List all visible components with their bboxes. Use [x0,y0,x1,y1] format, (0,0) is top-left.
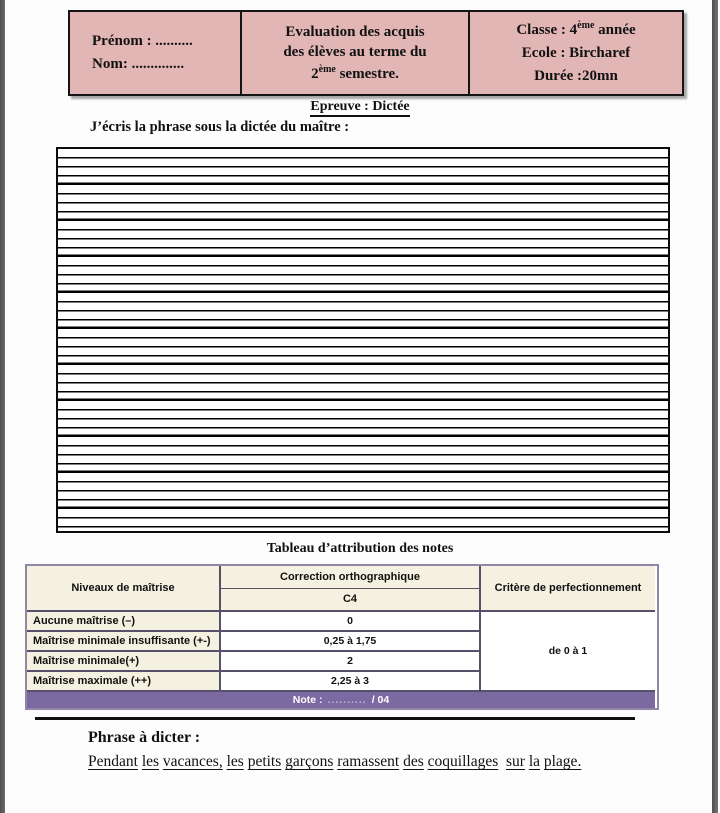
class-info-cell [470,12,682,94]
dictation-phrase-heading: Phrase à dicter : [88,729,201,746]
table-row-label: Maîtrise minimale(+) [27,650,219,670]
perfection-criterion-value: de 0 à 1 [479,610,655,690]
grade-denominator: / 04 [371,694,390,706]
lastname-label: Nom: .............. [92,56,185,72]
table-row-value: 2 [219,650,479,670]
ruled-writing-area [56,147,670,533]
horizontal-separator [35,717,635,720]
dictation-word: petits [247,753,282,770]
evaluation-title-line1: Evaluation des acquis [285,24,425,41]
table-row-label: Aucune maîtrise (–) [27,610,219,630]
test-title: Epreuve : Dictée [0,97,720,115]
orthographic-correction-label: Correction orthographique [221,566,479,589]
column-header-perfection-criterion: Critère de perfectionnement [479,566,655,610]
semester-superscript: ème [318,63,336,75]
dictation-instruction: J’écris la phrase sous la dictée du maître : [90,119,350,135]
dictation-word: les [226,753,244,770]
dictation-word: des [403,753,424,770]
table-row-value: 2,25 à 3 [219,670,479,690]
dictation-word: garçons [285,753,334,770]
evaluation-title-line2: des élèves au terme du [283,44,427,61]
c4-label: C4 [342,593,358,606]
dictation-word: ramassent [337,753,400,770]
scan-edge-left [0,0,5,813]
evaluation-title-line3: 2ème semestre. [311,63,399,82]
dictation-word: sur [505,753,525,770]
header-table [68,10,684,96]
firstname-label: Prénom : .......... [92,32,193,49]
notes-table [25,564,659,710]
table-row-label: Maîtrise maximale (++) [27,670,219,690]
evaluation-title-cell [242,12,470,94]
column-header-mastery-levels: Niveaux de maîtrise [27,566,219,610]
grade-dotted-blank: .......... [327,694,367,706]
student-name-cell [70,12,242,94]
dictation-word: la [528,753,540,770]
table-row-value: 0,25 à 1,75 [219,630,479,650]
notes-table-title: Tableau d’attribution des notes [266,541,454,556]
dictation-sentence [88,753,581,771]
grade-bar [27,690,655,708]
table-row-value: 0 [219,610,479,630]
school-label: Ecole : Bircharef [521,44,631,61]
dictation-word: Pendant [88,753,138,770]
dictation-word: les [141,753,160,770]
class-label: Classe : 4ème année [516,19,636,38]
scan-edge-right [712,0,718,813]
dictation-word: vacances, [162,753,223,770]
class-superscript: ème [577,19,595,31]
dictation-word: coquillages [427,753,499,770]
column-header-orthographic-correction [219,566,479,610]
table-row-label: Maîtrise minimale insuffisante (+-) [27,630,219,650]
duration-label: Durée :20mn [534,68,618,85]
dictation-word: plage. [543,753,582,770]
grade-label: Note : [292,694,323,706]
